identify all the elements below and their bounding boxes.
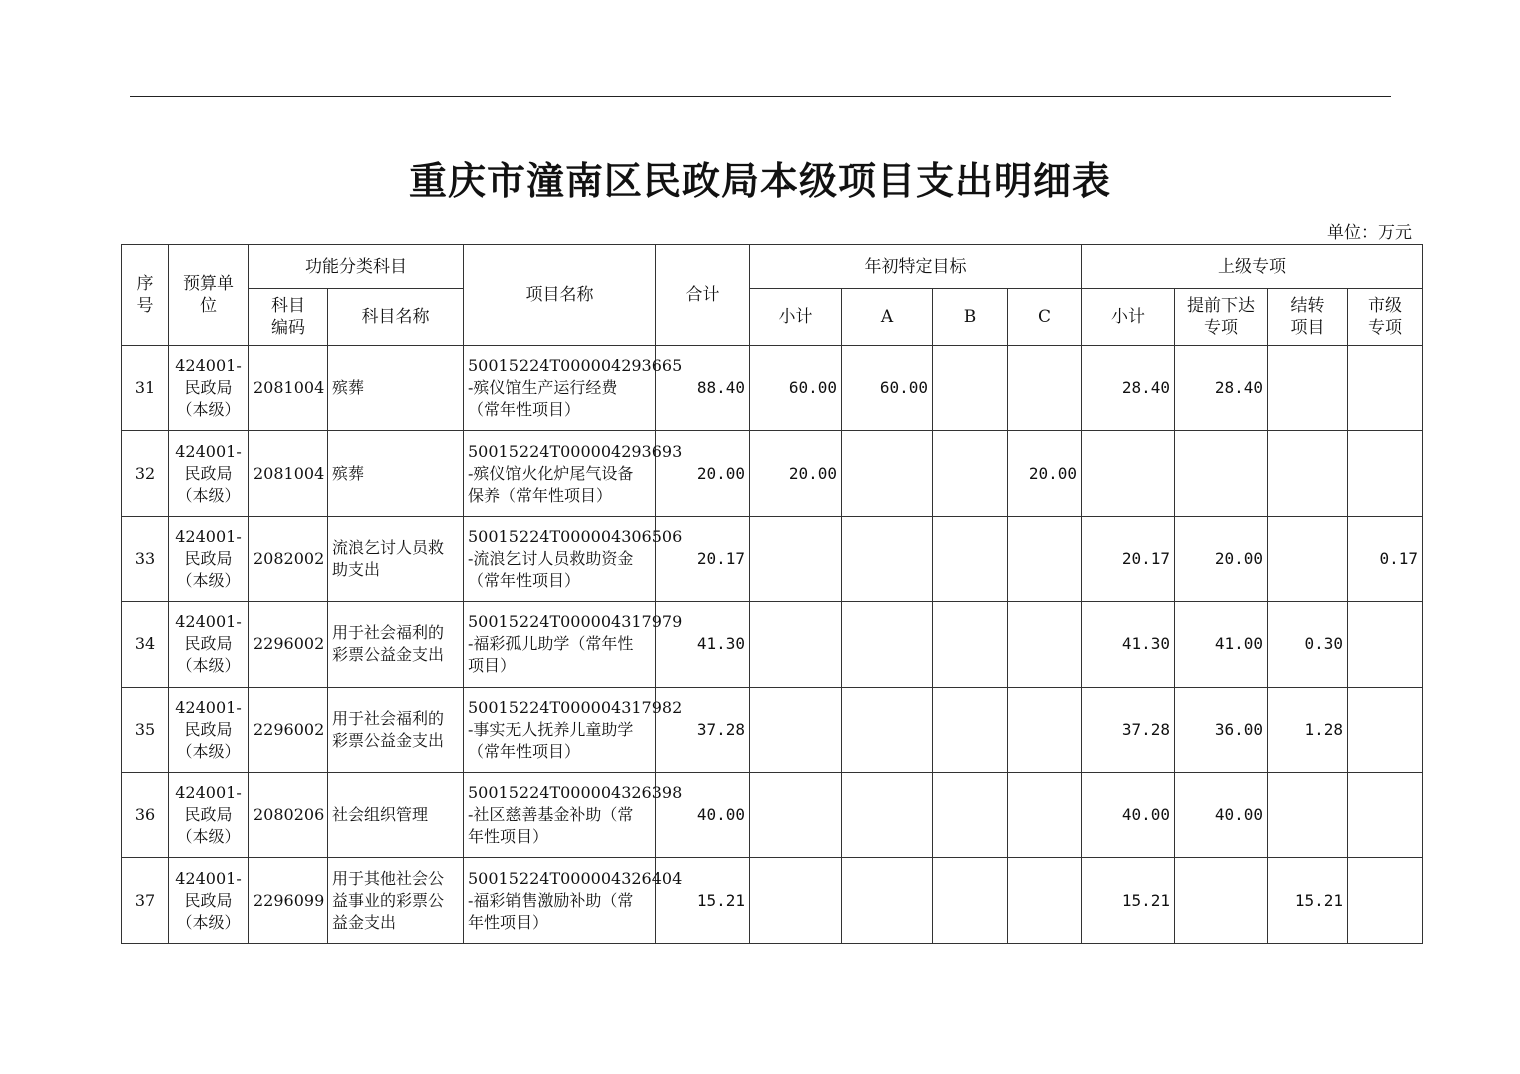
cell-total: 88.40 [696, 378, 745, 398]
row-a [842, 516, 933, 601]
cell-proj3: （常年性项目） [468, 741, 581, 761]
row-subject-code [249, 772, 328, 857]
cell-total: 20.17 [696, 548, 745, 568]
row-b [933, 858, 1008, 943]
row-subject-name [328, 772, 464, 857]
cell-proj2: -福彩孤儿助学（常年性 [468, 634, 634, 654]
row-superior-subtotal [1082, 516, 1175, 601]
row-budget-unit [169, 858, 249, 943]
cell-code: 2080206 [253, 805, 325, 825]
cell-subject: 流浪乞讨人员救助支出 [332, 537, 445, 579]
cell-unit1: 424001- [175, 612, 242, 632]
cell-proj1: 50015224T000004293665 [468, 356, 683, 376]
cell-proj2: -福彩销售激励补助（常 [468, 890, 634, 910]
cell-s_sub: 20.17 [1121, 548, 1170, 568]
cell-seq: 36 [134, 805, 156, 825]
row-carryover [1268, 858, 1348, 943]
row-municipal [1348, 346, 1423, 431]
header-c: C [1008, 289, 1082, 346]
row-c [1008, 772, 1082, 857]
cell-proj2: -流浪乞讨人员救助资金 [468, 548, 634, 568]
row-target-subtotal [750, 431, 842, 516]
cell-seq: 33 [134, 548, 156, 568]
cell-proj1: 50015224T000004326398 [468, 783, 683, 803]
header-carryover: 结转项目 [1268, 289, 1348, 346]
table-row [122, 687, 1423, 772]
row-superior-subtotal [1082, 602, 1175, 687]
cell-proj1: 50015224T000004317979 [468, 612, 683, 632]
row-target-subtotal [750, 516, 842, 601]
cell-s_sub: 37.28 [1121, 719, 1170, 739]
cell-muni: 0.17 [1379, 548, 1418, 568]
row-target-subtotal [750, 346, 842, 431]
cell-unit3: （本级） [176, 912, 241, 932]
row-advance [1175, 431, 1268, 516]
table-row [122, 431, 1423, 516]
row-superior-subtotal [1082, 346, 1175, 431]
row-b [933, 516, 1008, 601]
cell-proj3: （常年性项目） [468, 400, 581, 420]
cell-total: 20.00 [696, 463, 745, 483]
cell-code: 2082002 [253, 548, 325, 568]
row-municipal [1348, 858, 1423, 943]
row-project-name [464, 602, 683, 687]
header-target-subtotal: 小计 [750, 289, 842, 346]
row-budget-unit [169, 772, 249, 857]
page-title: 重庆市潼南区民政局本级项目支出明细表 [408, 158, 1111, 203]
row-advance [1175, 772, 1268, 857]
row-project-name [464, 772, 683, 857]
cell-t_sub: 20.00 [788, 463, 837, 483]
row-seq [122, 602, 169, 687]
cell-carry: 0.30 [1304, 634, 1343, 654]
row-b [933, 431, 1008, 516]
cell-proj1: 50015224T000004293693 [468, 441, 683, 461]
header-subject-name: 科目名称 [328, 289, 464, 346]
cell-unit3: （本级） [176, 827, 241, 847]
row-budget-unit [169, 346, 249, 431]
cell-unit1: 424001- [175, 783, 242, 803]
row-subject-name [328, 516, 464, 601]
row-carryover [1268, 772, 1348, 857]
header-b: B [933, 289, 1008, 346]
row-carryover [1268, 346, 1348, 431]
header-project-name: 项目名称 [464, 245, 656, 346]
row-advance [1175, 687, 1268, 772]
row-project-name [464, 687, 683, 772]
cell-code: 2296002 [253, 719, 325, 739]
header-row-1 [122, 245, 1423, 289]
cell-carry: 15.21 [1294, 890, 1343, 910]
row-project-name [464, 516, 683, 601]
row-b [933, 346, 1008, 431]
row-subject-code [249, 431, 328, 516]
row-b [933, 602, 1008, 687]
header-subject-code: 科目编码 [249, 289, 328, 346]
row-subject-code [249, 602, 328, 687]
expenditure-table [121, 244, 1423, 944]
row-seq [122, 516, 169, 601]
cell-seq: 37 [134, 890, 156, 910]
cell-proj3: 项目） [468, 656, 517, 676]
header-seq: 序号 [122, 245, 169, 346]
row-superior-subtotal [1082, 687, 1175, 772]
row-superior-subtotal [1082, 772, 1175, 857]
row-subject-code [249, 516, 328, 601]
row-target-subtotal [750, 858, 842, 943]
cell-advance: 41.00 [1214, 634, 1263, 654]
cell-s_sub: 40.00 [1121, 805, 1170, 825]
row-b [933, 687, 1008, 772]
row-municipal [1348, 602, 1423, 687]
cell-total: 41.30 [696, 634, 745, 654]
cell-s_sub: 15.21 [1121, 890, 1170, 910]
cell-unit1: 424001- [175, 441, 242, 461]
cell-unit3: （本级） [176, 485, 241, 505]
cell-unit3: （本级） [176, 656, 241, 676]
cell-unit3: （本级） [176, 570, 241, 590]
table-row [122, 516, 1423, 601]
cell-s_sub: 41.30 [1121, 634, 1170, 654]
row-project-name [464, 858, 683, 943]
row-seq [122, 772, 169, 857]
top-rule [130, 96, 1391, 97]
cell-seq: 34 [134, 634, 156, 654]
cell-subject: 殡葬 [332, 463, 365, 483]
row-carryover [1268, 602, 1348, 687]
cell-proj1: 50015224T000004306506 [468, 526, 683, 546]
header-superior: 上级专项 [1082, 245, 1423, 289]
row-a [842, 858, 933, 943]
cell-unit2: 民政局 [184, 890, 233, 910]
cell-code: 2296002 [253, 634, 325, 654]
cell-proj3: 年性项目） [468, 912, 549, 932]
header-row-2 [122, 289, 1423, 346]
cell-unit2: 民政局 [184, 378, 233, 398]
row-c [1008, 687, 1082, 772]
row-a [842, 346, 933, 431]
cell-unit2: 民政局 [184, 805, 233, 825]
row-c [1008, 602, 1082, 687]
table-row [122, 602, 1423, 687]
cell-code: 2081004 [253, 378, 325, 398]
cell-unit1: 424001- [175, 526, 242, 546]
cell-advance: 40.00 [1214, 805, 1263, 825]
row-project-name [464, 431, 683, 516]
row-subject-name [328, 346, 464, 431]
row-superior-subtotal [1082, 858, 1175, 943]
cell-total: 40.00 [696, 805, 745, 825]
row-seq [122, 687, 169, 772]
cell-unit1: 424001- [175, 697, 242, 717]
cell-t_sub: 60.00 [788, 378, 837, 398]
cell-proj3: 年性项目） [468, 827, 549, 847]
cell-unit2: 民政局 [184, 634, 233, 654]
table-row [122, 346, 1423, 431]
row-subject-name [328, 687, 464, 772]
row-target-subtotal [750, 687, 842, 772]
cell-unit1: 424001- [175, 868, 242, 888]
header-budget-unit: 预算单位 [169, 245, 249, 346]
row-subject-code [249, 858, 328, 943]
row-c [1008, 516, 1082, 601]
row-a [842, 602, 933, 687]
cell-proj2: -事实无人抚养儿童助学 [468, 719, 634, 739]
row-budget-unit [169, 602, 249, 687]
row-advance [1175, 602, 1268, 687]
header-municipal: 市级专项 [1348, 289, 1423, 346]
cell-carry: 1.28 [1304, 719, 1343, 739]
unit-label: 单位：万元 [1327, 223, 1412, 243]
cell-subject: 用于其他社会公益事业的彩票公益金支出 [332, 868, 445, 932]
cell-seq: 35 [134, 719, 156, 739]
row-a [842, 772, 933, 857]
cell-code: 2081004 [253, 463, 325, 483]
row-project-name [464, 346, 683, 431]
row-budget-unit [169, 431, 249, 516]
row-c [1008, 431, 1082, 516]
cell-s_sub: 28.40 [1121, 378, 1170, 398]
row-municipal [1348, 431, 1423, 516]
cell-subject: 用于社会福利的彩票公益金支出 [332, 623, 445, 665]
cell-proj3: 保养（常年性项目） [468, 485, 613, 505]
row-municipal [1348, 772, 1423, 857]
table-row [122, 772, 1423, 857]
cell-proj3: （常年性项目） [468, 570, 581, 590]
header-annual-target: 年初特定目标 [750, 245, 1082, 289]
row-carryover [1268, 516, 1348, 601]
cell-proj1: 50015224T000004326404 [468, 868, 683, 888]
row-carryover [1268, 687, 1348, 772]
cell-advance: 36.00 [1214, 719, 1263, 739]
cell-a: 60.00 [879, 378, 928, 398]
cell-total: 37.28 [696, 719, 745, 739]
header-function-class: 功能分类科目 [249, 245, 464, 289]
header-total: 合计 [656, 245, 750, 346]
row-advance [1175, 516, 1268, 601]
cell-subject: 殡葬 [332, 378, 365, 398]
row-b [933, 772, 1008, 857]
row-budget-unit [169, 516, 249, 601]
row-advance [1175, 858, 1268, 943]
cell-unit1: 424001- [175, 356, 242, 376]
cell-unit3: （本级） [176, 400, 241, 420]
row-subject-code [249, 346, 328, 431]
cell-proj2: -殡仪馆火化炉尾气设备 [468, 463, 634, 483]
cell-unit3: （本级） [176, 741, 241, 761]
header-a: A [842, 289, 933, 346]
cell-seq: 31 [134, 378, 156, 398]
row-c [1008, 346, 1082, 431]
cell-unit2: 民政局 [184, 719, 233, 739]
row-advance [1175, 346, 1268, 431]
cell-proj2: -社区慈善基金补助（常 [468, 805, 634, 825]
row-municipal [1348, 687, 1423, 772]
row-a [842, 431, 933, 516]
cell-seq: 32 [134, 463, 156, 483]
row-target-subtotal [750, 772, 842, 857]
cell-advance: 28.40 [1214, 378, 1263, 398]
row-carryover [1268, 431, 1348, 516]
row-subject-name [328, 602, 464, 687]
row-subject-code [249, 687, 328, 772]
row-c [1008, 858, 1082, 943]
row-seq [122, 858, 169, 943]
row-seq [122, 346, 169, 431]
row-subject-name [328, 858, 464, 943]
header-superior-subtotal: 小计 [1082, 289, 1175, 346]
row-budget-unit [169, 687, 249, 772]
row-superior-subtotal [1082, 431, 1175, 516]
row-seq [122, 431, 169, 516]
row-target-subtotal [750, 602, 842, 687]
cell-unit2: 民政局 [184, 463, 233, 483]
table-row [122, 858, 1423, 943]
cell-advance: 20.00 [1214, 548, 1263, 568]
cell-proj1: 50015224T000004317982 [468, 697, 683, 717]
cell-total: 15.21 [696, 890, 745, 910]
cell-c: 20.00 [1028, 463, 1077, 483]
row-a [842, 687, 933, 772]
cell-unit2: 民政局 [184, 548, 233, 568]
cell-subject: 社会组织管理 [332, 805, 429, 825]
header-advance: 提前下达专项 [1175, 289, 1268, 346]
cell-code: 2296099 [253, 890, 325, 910]
cell-subject: 用于社会福利的彩票公益金支出 [332, 708, 445, 750]
cell-proj2: -殡仪馆生产运行经费 [468, 378, 618, 398]
row-municipal [1348, 516, 1423, 601]
row-subject-name [328, 431, 464, 516]
